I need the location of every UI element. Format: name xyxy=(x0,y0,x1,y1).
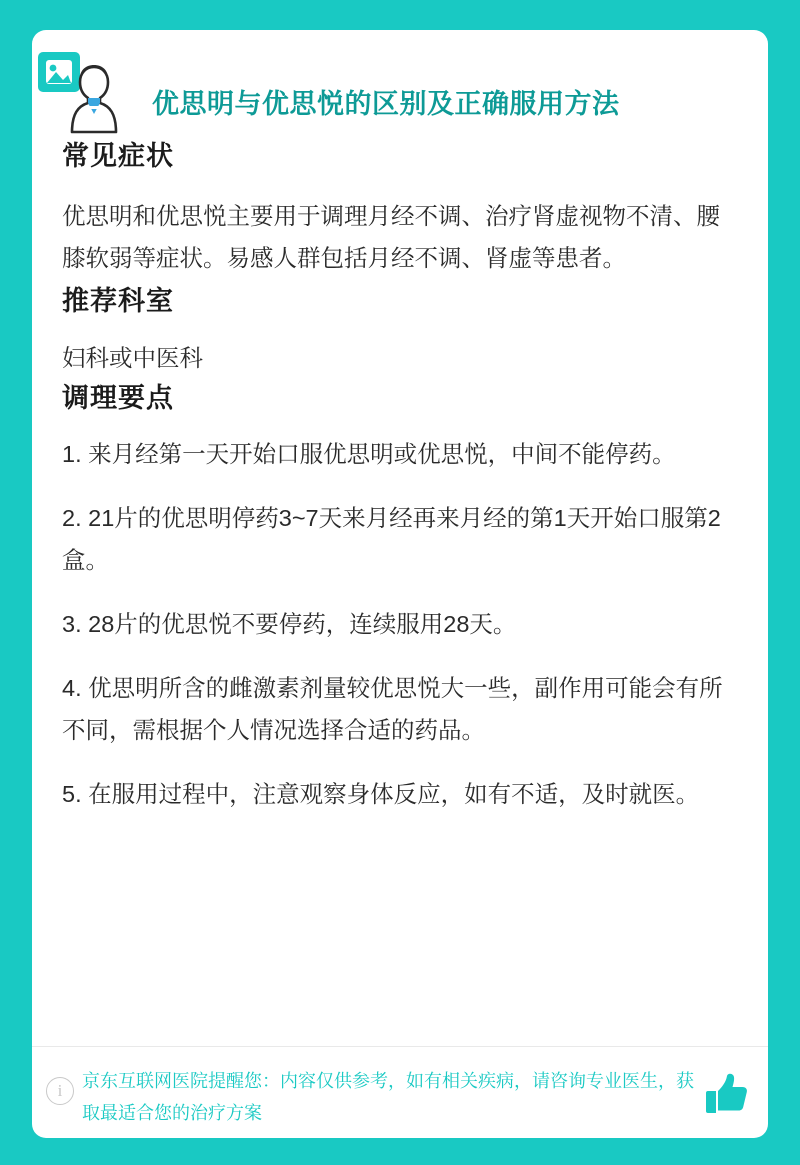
thumbs-up-icon[interactable] xyxy=(704,1073,750,1115)
list-item: 1. 来月经第一天开始口服优思明或优思悦，中间不能停药。 xyxy=(62,441,676,467)
article-card xyxy=(32,30,768,1138)
section-heading-points: 调理要点 xyxy=(62,383,174,413)
page-title: 优思明与优思悦的区别及正确服用方法 xyxy=(152,89,620,119)
list-item: 2. 21片的优思明停药3~7天来月经再来月经的第1天开始口服第2盒。 xyxy=(62,505,721,573)
list-item: 3. 28片的优思悦不要停药，连续服用28天。 xyxy=(62,611,517,637)
section-text-department: 妇科或中医科 xyxy=(62,345,203,371)
card-header xyxy=(32,30,768,119)
article-content xyxy=(32,134,768,1046)
points-list xyxy=(62,433,738,815)
section-text-symptoms: 优思明和优思悦主要用于调理月经不调、治疗肾虚视物不清、腰膝软弱等症状。易感人群包括月经不调、肾虚等患者。 xyxy=(62,203,720,271)
document-image-icon xyxy=(32,40,128,136)
card-footer xyxy=(32,1046,768,1138)
section-heading-symptoms: 常见症状 xyxy=(62,141,174,171)
list-item: 5. 在服用过程中，注意观察身体反应，如有不适，及时就医。 xyxy=(62,781,700,807)
info-icon: i xyxy=(46,1077,74,1105)
disclaimer-text: 京东互联网医院提醒您：内容仅供参考，如有相关疾病，请咨询专业医生，获取最适合您的治疗方案 xyxy=(82,1071,694,1123)
list-item: 4. 优思明所含的雌激素剂量较优思悦大一些，副作用可能会有所不同，需根据个人情况选择合适的药品。 xyxy=(62,675,723,743)
section-heading-department: 推荐科室 xyxy=(62,286,174,316)
